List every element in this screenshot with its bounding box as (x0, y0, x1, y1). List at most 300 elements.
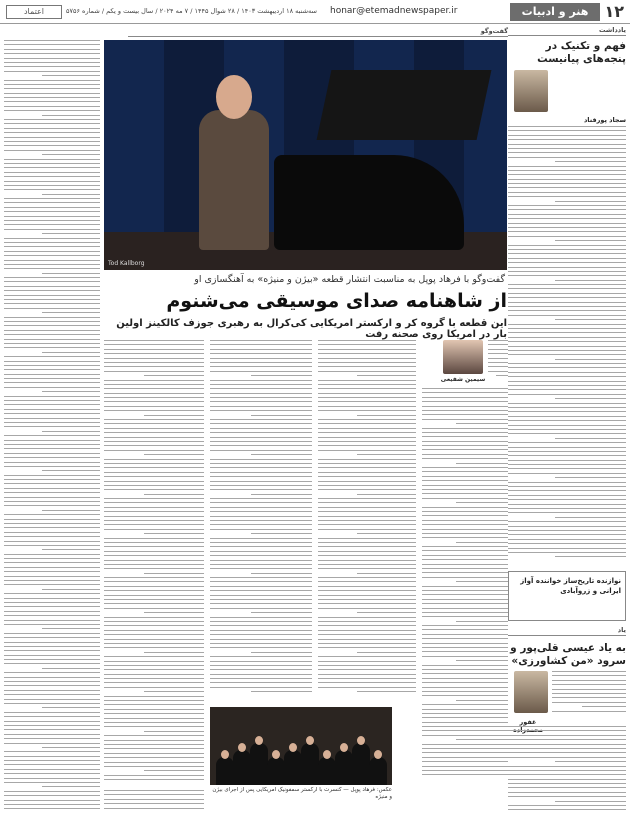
text-line (508, 429, 626, 430)
text-line (552, 702, 626, 703)
text-line (104, 740, 204, 741)
text-line (210, 555, 312, 556)
text-line (104, 656, 204, 657)
text-line (104, 472, 204, 473)
text-line (104, 542, 204, 543)
text-line (4, 260, 100, 261)
text-line (318, 630, 416, 631)
text-line (4, 356, 100, 357)
text-line (318, 542, 416, 543)
text-line (4, 703, 100, 704)
text-line (104, 340, 204, 341)
text-line (251, 415, 312, 416)
text-line (318, 450, 416, 451)
text-line (210, 410, 312, 411)
text-line (508, 464, 626, 465)
text-line (4, 650, 100, 651)
text-line (4, 339, 100, 340)
section-email[interactable]: honar@etemadnewspaper.ir (330, 6, 458, 16)
text-line (4, 620, 100, 621)
text-line (422, 489, 508, 490)
text-line (4, 224, 100, 225)
text-line (508, 752, 626, 753)
text-line (210, 476, 312, 477)
text-line (4, 756, 100, 757)
text-line (555, 240, 626, 241)
text-line (422, 608, 508, 609)
opinion-footer-box (508, 571, 626, 621)
text-line (42, 233, 100, 234)
text-line (4, 501, 100, 502)
text-line (251, 573, 312, 574)
text-line (4, 681, 100, 682)
text-line (422, 445, 508, 446)
text-line (104, 349, 204, 350)
text-line (508, 792, 626, 793)
text-line (210, 669, 312, 670)
text-line (210, 366, 312, 367)
text-line (422, 572, 508, 573)
text-line (4, 330, 100, 331)
text-line (4, 764, 100, 765)
text-line (4, 141, 100, 142)
text-line (104, 735, 204, 736)
text-line (318, 687, 416, 688)
text-line (422, 656, 508, 657)
text-line (104, 476, 204, 477)
text-line (422, 594, 508, 595)
text-line (422, 709, 508, 710)
text-line (508, 779, 626, 780)
text-line (318, 362, 416, 363)
text-line (555, 319, 626, 320)
text-line (318, 546, 416, 547)
text-line (210, 661, 312, 662)
text-line (210, 450, 312, 451)
text-line (4, 167, 100, 168)
text-line (104, 419, 204, 420)
text-line (42, 707, 100, 708)
text-line (508, 275, 626, 276)
text-line (144, 612, 204, 613)
text-line (210, 647, 312, 648)
text-line (4, 110, 100, 111)
text-line (210, 560, 312, 561)
text-line (508, 385, 626, 386)
text-line (42, 391, 100, 392)
text-line (318, 397, 416, 398)
text-line (552, 693, 626, 694)
text-line (508, 809, 626, 810)
text-line (251, 375, 312, 376)
text-line (508, 258, 626, 259)
text-line (4, 268, 100, 269)
text-line (104, 790, 204, 791)
text-line (508, 796, 626, 797)
text-line (210, 590, 312, 591)
text-line (104, 410, 204, 411)
text-line (318, 432, 416, 433)
pianist-photo (104, 40, 507, 270)
text-line (210, 481, 312, 482)
text-line (4, 264, 100, 265)
text-line (508, 376, 626, 377)
text-line (210, 524, 312, 525)
text-line (318, 445, 416, 446)
text-line (508, 787, 626, 788)
text-line (555, 201, 626, 202)
text-line (4, 123, 100, 124)
text-line (4, 791, 100, 792)
dateline: سه‌شنبه ۱۸ اردیبهشت ۱۴۰۳ / ۲۸ شوال ۱۴۴۵ / ۷ مه ۲۰۲۴ / سال بیست و یکم / شماره ۵۷۵۶ (66, 7, 317, 15)
text-line (4, 773, 100, 774)
text-line (422, 673, 508, 674)
text-line (210, 586, 312, 587)
text-line (422, 550, 508, 551)
text-line (508, 179, 626, 180)
text-line (210, 463, 312, 464)
text-line (210, 678, 312, 679)
text-line (318, 380, 416, 381)
text-line (508, 157, 626, 158)
text-line (318, 419, 416, 420)
text-line (508, 805, 626, 806)
text-line (4, 624, 100, 625)
text-line (422, 669, 508, 670)
musician-face (357, 736, 365, 745)
text-line (508, 152, 626, 153)
text-line (508, 354, 626, 355)
text-line (104, 524, 204, 525)
text-line (104, 366, 204, 367)
text-line (508, 214, 626, 215)
text-line (508, 223, 626, 224)
text-line (4, 593, 100, 594)
text-line (104, 406, 204, 407)
text-line (4, 769, 100, 770)
text-line (104, 687, 204, 688)
text-line (210, 441, 312, 442)
text-line (318, 353, 416, 354)
text-line (4, 396, 100, 397)
text-line (422, 568, 508, 569)
text-line (4, 299, 100, 300)
column-label: یادداشت (508, 26, 626, 36)
text-line (4, 80, 100, 81)
text-line (104, 516, 204, 517)
musician-figure (352, 743, 370, 785)
text-line (4, 554, 100, 555)
text-line (422, 603, 508, 604)
text-line (4, 488, 100, 489)
text-line (496, 375, 508, 376)
text-line (251, 454, 312, 455)
text-line (4, 246, 100, 247)
text-line (210, 643, 312, 644)
text-line (357, 691, 416, 692)
text-line (210, 353, 312, 354)
text-line (508, 284, 626, 285)
text-line (4, 725, 100, 726)
text-line (4, 562, 100, 563)
text-line (104, 726, 204, 727)
text-line (104, 639, 204, 640)
text-line (508, 262, 626, 263)
text-line (318, 661, 416, 662)
text-line (357, 415, 416, 416)
text-line (4, 646, 100, 647)
text-line (422, 586, 508, 587)
text-line (4, 571, 100, 572)
text-line (555, 438, 626, 439)
text-line (422, 651, 508, 652)
text-line (318, 481, 416, 482)
text-line (4, 128, 100, 129)
text-line (422, 529, 508, 530)
text-line (104, 700, 204, 701)
text-line (508, 293, 626, 294)
text-line (357, 454, 416, 455)
text-line (422, 647, 508, 648)
text-line (104, 757, 204, 758)
opinion-title: فهم و تکنیک در پنجه‌های پیانیست (537, 40, 626, 65)
text-line (422, 555, 508, 556)
text-line (144, 415, 204, 416)
text-line (508, 328, 626, 329)
text-line (104, 581, 204, 582)
text-line (4, 290, 100, 291)
text-line (210, 520, 312, 521)
text-line (318, 393, 416, 394)
text-line (144, 691, 204, 692)
text-line (4, 145, 100, 146)
text-line (104, 384, 204, 385)
text-line (4, 382, 100, 383)
text-line (210, 380, 312, 381)
text-line (422, 625, 508, 626)
article-body-text (318, 340, 416, 700)
musician-face (238, 743, 246, 752)
text-line (318, 617, 416, 618)
text-line (318, 529, 416, 530)
masthead-bar (0, 0, 630, 24)
text-line (4, 694, 100, 695)
text-line (210, 406, 312, 407)
text-line (4, 804, 100, 805)
memorial-body-text (552, 671, 626, 719)
text-line (4, 633, 100, 634)
text-line (4, 795, 100, 796)
text-line (4, 378, 100, 379)
text-line (508, 372, 626, 373)
text-line (210, 682, 312, 683)
text-line (4, 672, 100, 673)
text-line (508, 192, 626, 193)
article-kicker: گفت‌وگو با فرهاد پوپل به مناسبت انتشار قطعه «بیژن و منیژه» به آهنگسازی او (194, 274, 505, 285)
text-line (318, 577, 416, 578)
section-tab[interactable]: هنر و ادبیات (510, 3, 600, 21)
text-line (4, 317, 100, 318)
text-line (318, 674, 416, 675)
text-line (251, 494, 312, 495)
text-line (4, 479, 100, 480)
text-line (210, 634, 312, 635)
text-line (508, 367, 626, 368)
text-line (104, 674, 204, 675)
text-line (422, 695, 508, 696)
text-line (251, 533, 312, 534)
text-line (422, 414, 508, 415)
text-line (4, 536, 100, 537)
text-line (4, 400, 100, 401)
text-line (318, 511, 416, 512)
text-line (422, 748, 508, 749)
text-line (318, 349, 416, 350)
text-line (104, 467, 204, 468)
text-line (4, 584, 100, 585)
text-line (104, 661, 204, 662)
text-line (104, 709, 204, 710)
text-line (210, 502, 312, 503)
text-line (508, 530, 626, 531)
text-line (318, 599, 416, 600)
text-line (318, 366, 416, 367)
text-line (4, 106, 100, 107)
text-line (4, 738, 100, 739)
text-line (4, 519, 100, 520)
text-line (144, 731, 204, 732)
text-line (4, 255, 100, 256)
text-line (357, 375, 416, 376)
text-line (318, 643, 416, 644)
text-line (456, 621, 508, 622)
text-line (422, 678, 508, 679)
text-line (210, 349, 312, 350)
text-line (104, 603, 204, 604)
text-line (104, 744, 204, 745)
text-line (4, 84, 100, 85)
text-line (4, 159, 100, 160)
text-line (318, 538, 416, 539)
main-column-label: گفت‌وگو (128, 27, 508, 37)
text-line (4, 49, 100, 50)
text-line (318, 634, 416, 635)
text-line (210, 568, 312, 569)
text-line (104, 538, 204, 539)
text-line (422, 726, 508, 727)
text-line (210, 551, 312, 552)
text-line (42, 75, 100, 76)
text-line (210, 507, 312, 508)
text-line (104, 353, 204, 354)
left-column-text (4, 40, 100, 815)
text-line (508, 730, 626, 731)
text-line (4, 216, 100, 217)
text-line (210, 639, 312, 640)
text-line (318, 485, 416, 486)
text-line (104, 577, 204, 578)
text-line (508, 552, 626, 553)
text-line (508, 236, 626, 237)
text-line (4, 207, 100, 208)
text-line (318, 371, 416, 372)
text-line (4, 137, 100, 138)
text-line (104, 362, 204, 363)
text-line (508, 490, 626, 491)
text-line (104, 450, 204, 451)
text-line (422, 410, 508, 411)
text-line (508, 774, 626, 775)
text-line (210, 388, 312, 389)
musician-face (340, 743, 348, 752)
text-line (422, 511, 508, 512)
text-line (508, 205, 626, 206)
article-body-text (104, 790, 204, 816)
text-line (4, 220, 100, 221)
text-line (104, 441, 204, 442)
text-line (4, 475, 100, 476)
text-line (318, 410, 416, 411)
text-line (422, 722, 508, 723)
text-line (318, 682, 416, 683)
text-line (318, 437, 416, 438)
musician-face (221, 750, 229, 759)
opinion-body-text (508, 126, 626, 566)
text-line (508, 442, 626, 443)
text-line (318, 516, 416, 517)
text-line (4, 655, 100, 656)
musician-figure (318, 757, 336, 785)
text-line (357, 652, 416, 653)
text-line (508, 253, 626, 254)
text-line (508, 473, 626, 474)
text-line (4, 295, 100, 296)
musician-face (272, 750, 280, 759)
text-line (104, 551, 204, 552)
text-line (4, 712, 100, 713)
text-line (422, 524, 508, 525)
text-line (422, 577, 508, 578)
text-line (144, 533, 204, 534)
text-line (422, 735, 508, 736)
text-line (4, 492, 100, 493)
text-line (4, 62, 100, 63)
text-line (422, 454, 508, 455)
text-line (4, 71, 100, 72)
text-line (555, 556, 626, 557)
text-line (318, 428, 416, 429)
text-line (508, 174, 626, 175)
text-line (318, 463, 416, 464)
text-line (508, 757, 626, 758)
text-line (508, 324, 626, 325)
text-line (422, 546, 508, 547)
text-line (318, 595, 416, 596)
text-line (555, 477, 626, 478)
text-line (4, 101, 100, 102)
text-line (508, 183, 626, 184)
text-line (4, 303, 100, 304)
text-line (210, 467, 312, 468)
text-line (42, 786, 100, 787)
text-line (4, 505, 100, 506)
text-line (508, 231, 626, 232)
text-line (4, 677, 100, 678)
text-line (210, 656, 312, 657)
text-line (4, 523, 100, 524)
article-headline[interactable]: از شاهنامه صدای موسیقی می‌شنوم (166, 290, 507, 312)
text-line (555, 761, 626, 762)
